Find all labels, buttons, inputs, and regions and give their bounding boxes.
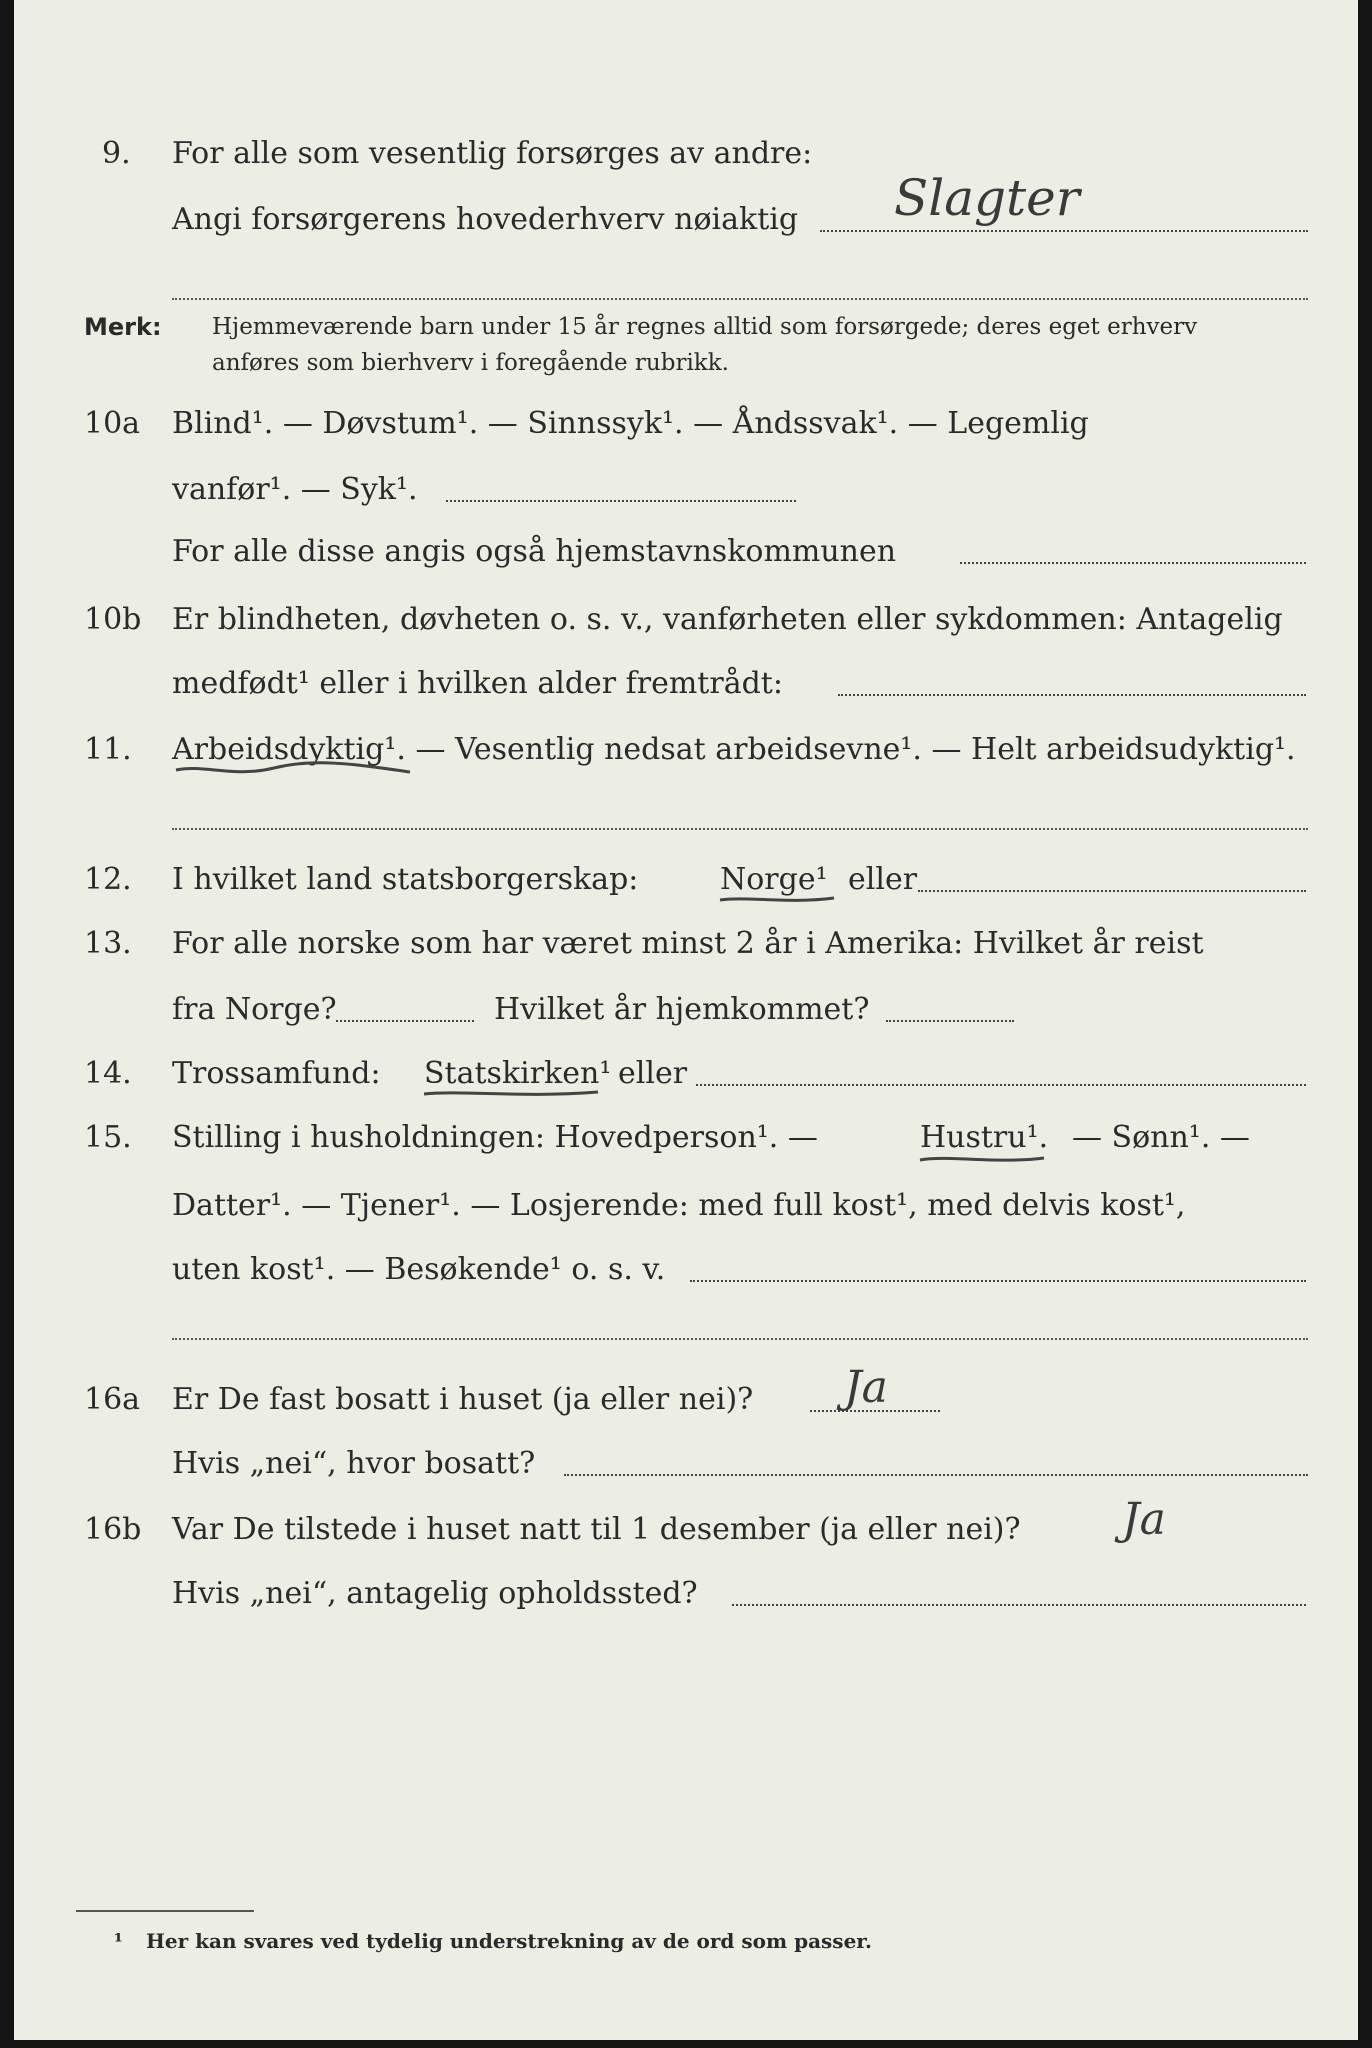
q14-hand-underline [422, 1086, 602, 1102]
q10a-options: Blind¹. — Døvstum¹. — Sinnssyk¹. — Åndssvak¹. — Legemlig [172, 406, 1089, 441]
q16a-handwritten-answer: Ja [844, 1362, 888, 1413]
q9-number: 9. [102, 136, 131, 171]
q10a-options-2: vanfør¹. — Syk¹. [172, 472, 418, 507]
q15-options-3: uten kost¹. — Besøkende¹ o. s. v. [172, 1252, 666, 1287]
merk-label: Merk: [84, 313, 162, 341]
q15-hustru-underlined: Hustru¹. [920, 1120, 1049, 1155]
q10b-question-2: medfødt¹ eller i hvilken alder fremtrådt: [172, 666, 783, 701]
q15-extra-line [172, 1338, 1308, 1340]
q11-hand-underline [174, 760, 414, 780]
q12-norge-underlined: Norge¹ [720, 862, 828, 897]
q9-extra-line [172, 298, 1308, 300]
q13-number: 13. [84, 926, 132, 961]
q10a-number: 10a [84, 406, 141, 441]
q15-answer-line [690, 1278, 1306, 1282]
q14-number: 14. [84, 1056, 132, 1091]
q13-reist-line [336, 1018, 474, 1022]
census-form-page [14, 0, 1358, 2040]
footnote-rule [76, 1910, 254, 1912]
q9-answer-line [820, 228, 1308, 232]
q14-tail: eller [618, 1056, 688, 1091]
q15-hand-underline [918, 1152, 1048, 1168]
q14-answer-line [696, 1082, 1306, 1086]
q12-tail: eller [848, 862, 918, 897]
q11-options-rest: ¹. — Vesentlig nedsat arbeidsevne¹. — Helt arbeidsudyktig¹. [384, 732, 1296, 767]
q13-reist: fra Norge? [172, 992, 337, 1027]
merk-note-1: Hjemmeværende barn under 15 år regnes alltid som forsørgede; deres eget erhverv [212, 314, 1198, 340]
merk-note-2: anføres som bierhverv i foregående rubrikk. [212, 350, 729, 376]
q16a-question: Er De fast bosatt i huset (ja eller nei)? [172, 1382, 754, 1417]
q11-arbeidsdyktig-underlined: Arbeidsdyktig [172, 732, 385, 767]
q16a-where: Hvis „nei“, hvor bosatt? [172, 1446, 536, 1481]
q14-question: Trossamfund: [172, 1056, 381, 1091]
q15-options-1b: — Sønn¹. — [1072, 1120, 1250, 1155]
q13-hjemkommet: Hvilket år hjemkommet? [494, 992, 870, 1027]
q12-number: 12. [84, 862, 132, 897]
q10a-answer-line [446, 498, 796, 502]
q12-hand-underline [718, 892, 838, 908]
footnote-text: Her kan svares ved tydelig understrekning av de ord som passer. [146, 1929, 872, 1953]
q16a-where-line [564, 1472, 1308, 1476]
q15-options-1: Stilling i husholdningen: Hovedperson¹. — [172, 1120, 818, 1155]
q9-question: For alle som vesentlig forsørges av andre: [172, 136, 813, 171]
q15-options-2: Datter¹. — Tjener¹. — Losjerende: med full kost¹, med delvis kost¹, [172, 1188, 1186, 1223]
q12-answer-line [918, 888, 1306, 892]
q16a-number: 16a [84, 1382, 141, 1417]
q10b-answer-line [838, 692, 1306, 696]
q16b-question: Var De tilstede i huset natt til 1 desember (ja eller nei)? [172, 1512, 1021, 1547]
q16b-handwritten-answer: Ja [1122, 1494, 1166, 1545]
q16b-where-line [732, 1602, 1306, 1606]
q10b-question: Er blindheten, døvheten o. s. v., vanførheten eller sykdommen: Antagelig [172, 602, 1283, 637]
q11-number: 11. [84, 732, 132, 767]
q16b-number: 16b [84, 1512, 142, 1547]
q13-question: For alle norske som har været minst 2 år i Amerika: Hvilket år reist [172, 926, 1204, 961]
q10b-number: 10b [84, 602, 142, 637]
q10a-hometown: For alle disse angis også hjemstavnskommunen [172, 534, 897, 569]
footnote-mark: ¹ [114, 1929, 123, 1953]
q11-extra-line [172, 828, 1308, 830]
q15-number: 15. [84, 1120, 132, 1155]
q9-question-2: Angi forsørgerens hovederhverv nøiaktig [172, 202, 799, 237]
q10a-hometown-line [960, 560, 1306, 564]
q9-handwritten-answer: Slagter [894, 169, 1080, 227]
q14-statskirken-underlined: Statskirken¹ [424, 1056, 612, 1091]
q16b-where: Hvis „nei“, antagelig opholdssted? [172, 1576, 698, 1611]
q13-hjemkommet-line [886, 1018, 1014, 1022]
q12-question: I hvilket land statsborgerskap: [172, 862, 639, 897]
